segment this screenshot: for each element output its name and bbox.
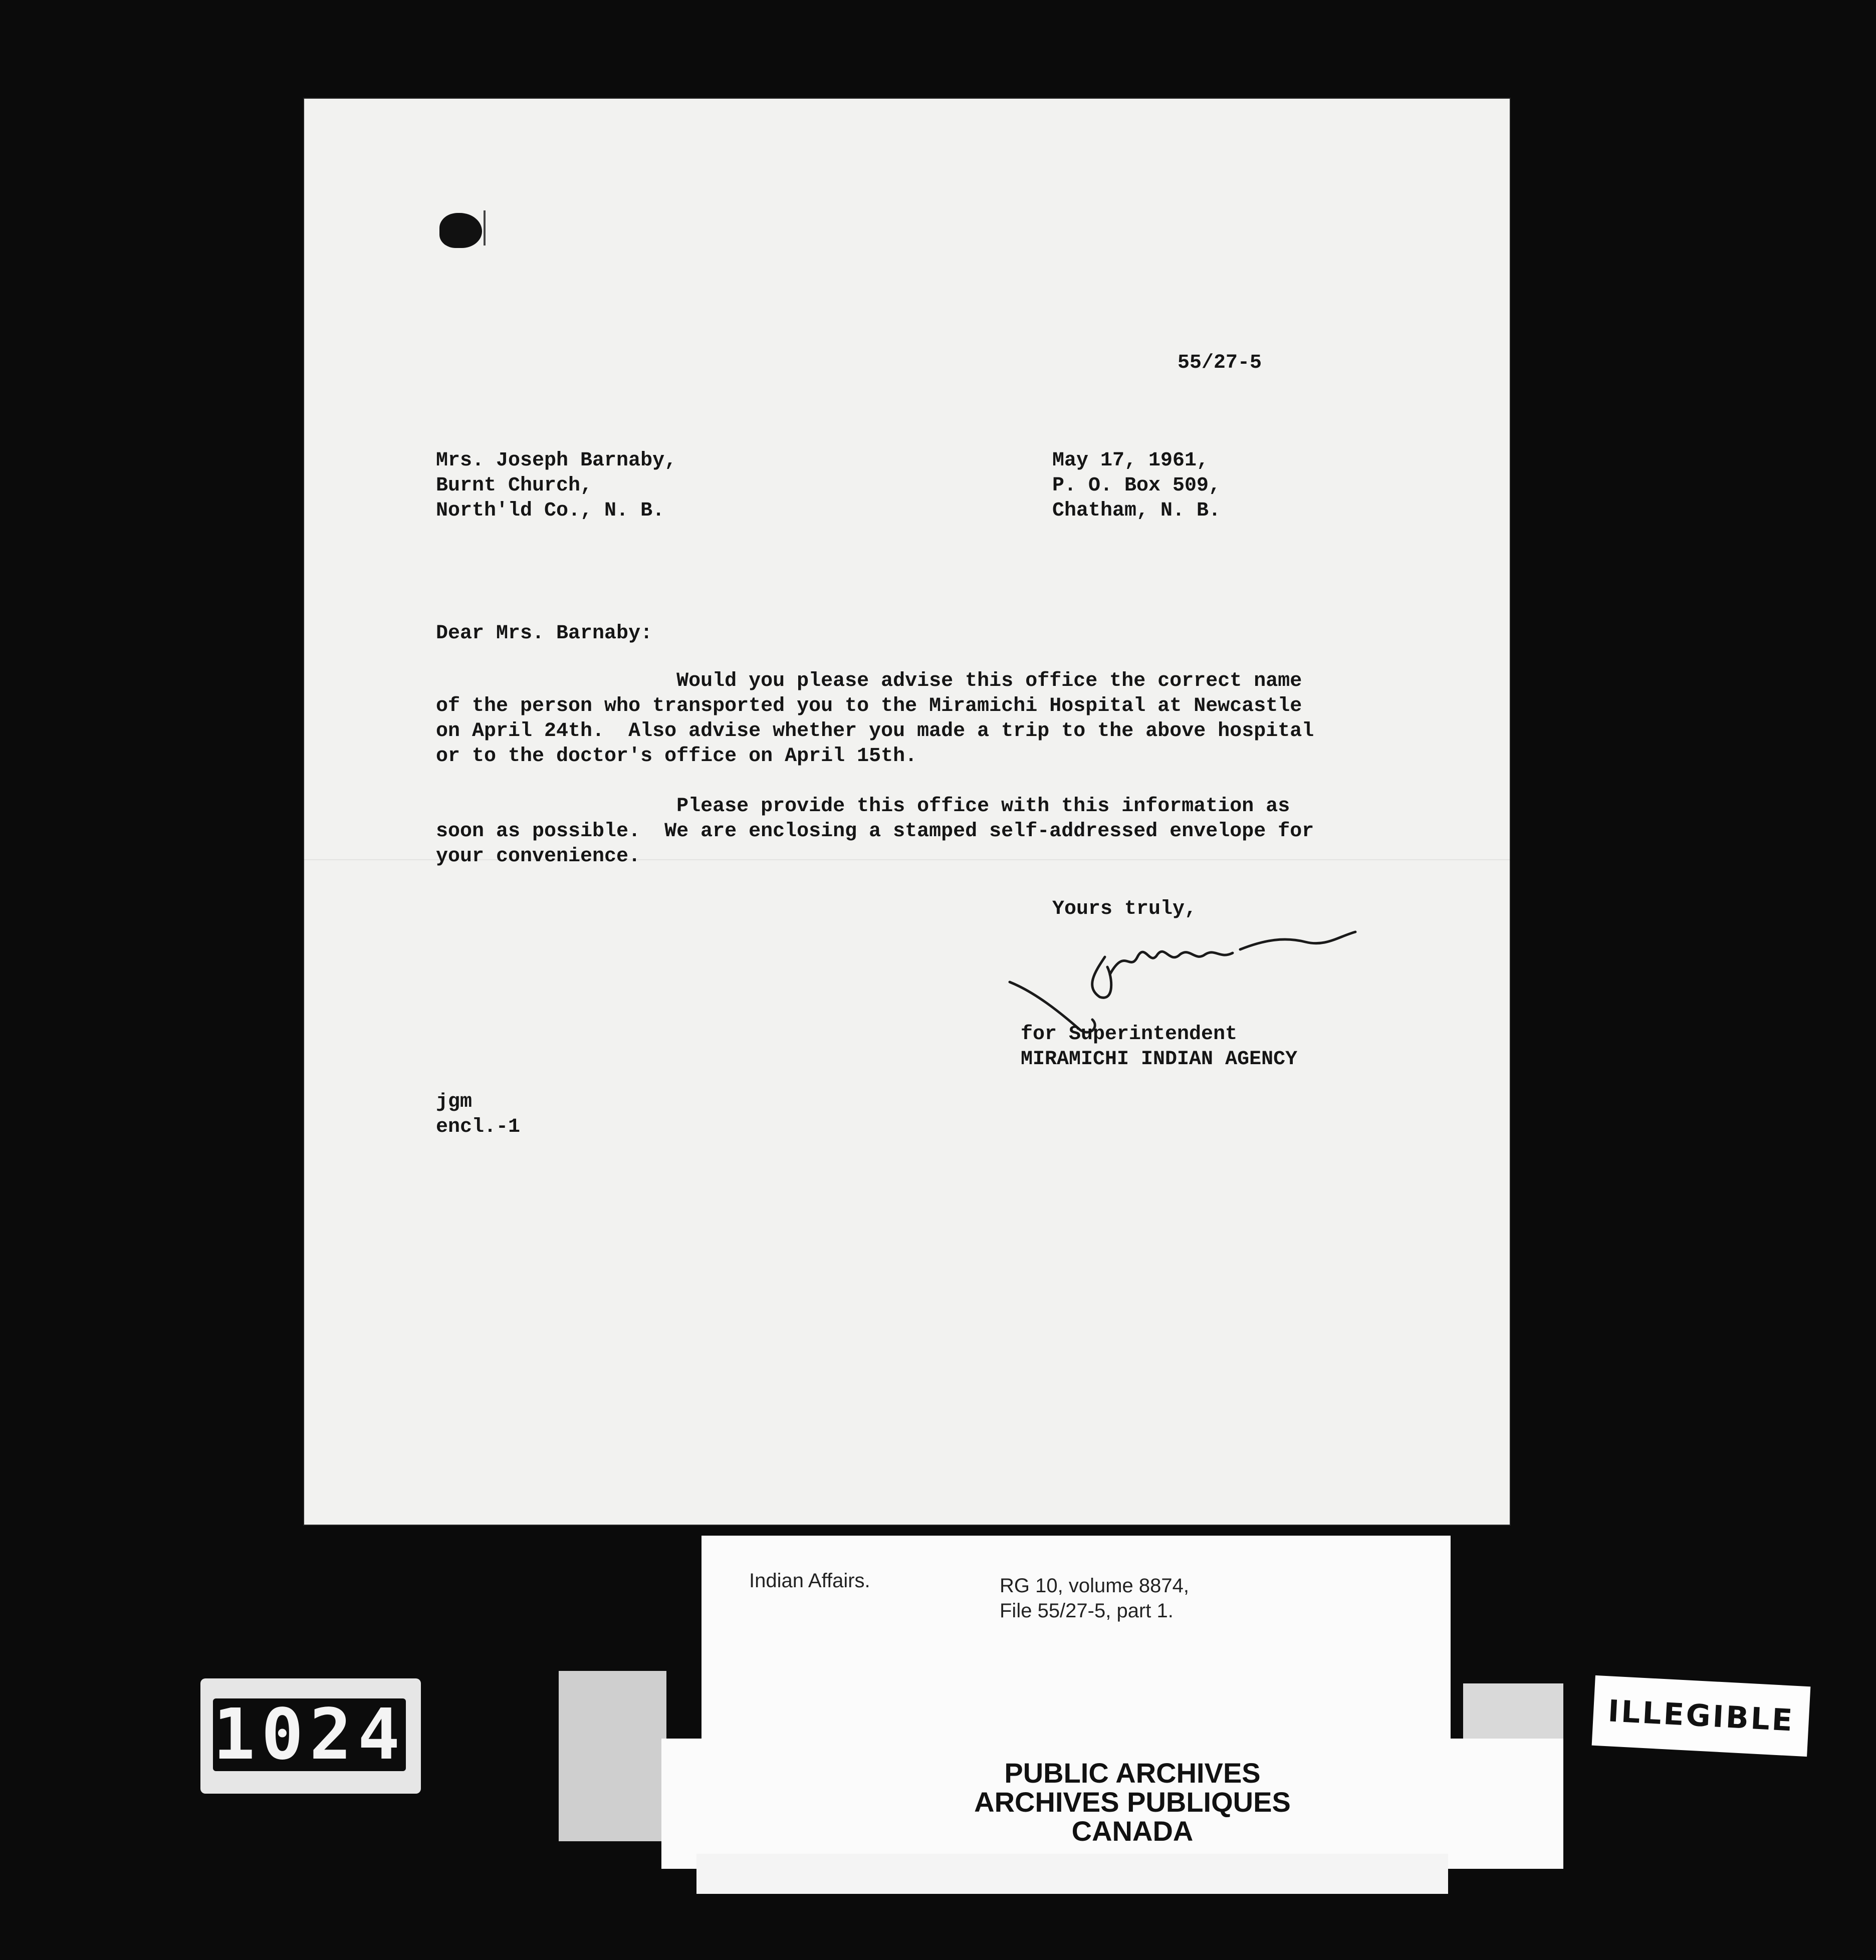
archive-department: Indian Affairs. <box>749 1570 870 1592</box>
letter-page <box>303 98 1511 1526</box>
typist-initials: jgm encl.-1 <box>436 1091 521 1138</box>
pen-tick-mark <box>484 210 486 246</box>
signature-block: for Superintendent MIRAMICHI INDIAN AGENCY <box>1021 1023 1298 1071</box>
salutation: Dear Mrs. Barnaby: <box>436 622 653 645</box>
frame-number: 1024 <box>213 1694 406 1776</box>
illegible-tag: ILLEGIBLE <box>1592 1675 1811 1757</box>
archive-card-left-wing <box>559 1671 666 1841</box>
archive-card-base <box>696 1854 1448 1894</box>
letter-body: Would you please advise this office the correct name of the person who transported you to the Miramichi Hospital at Newcastle on April 24th. Also advise whether you made a trip to the above hospital or to the doctor's office on April 15th. Please provide this office with this information as soon as possible. We are enclosing a stamped self-addressed envelope for your convenience. <box>436 670 1314 868</box>
ink-blot-mark <box>439 213 482 248</box>
frame-counter <box>200 1678 421 1794</box>
closing: Yours truly, <box>1052 898 1197 920</box>
archive-reference: RG 10, volume 8874, File 55/27-5, part 1. <box>1000 1575 1189 1622</box>
file-reference: 55/27-5 <box>1178 352 1262 374</box>
recipient-address: Mrs. Joseph Barnaby, Burnt Church, North'ld Co., N. B. <box>436 449 677 522</box>
sender-date-address: May 17, 1961, P. O. Box 509, Chatham, N. B. <box>1052 449 1221 522</box>
archive-institution: PUBLIC ARCHIVES ARCHIVES PUBLIQUES CANADA <box>974 1757 1291 1847</box>
